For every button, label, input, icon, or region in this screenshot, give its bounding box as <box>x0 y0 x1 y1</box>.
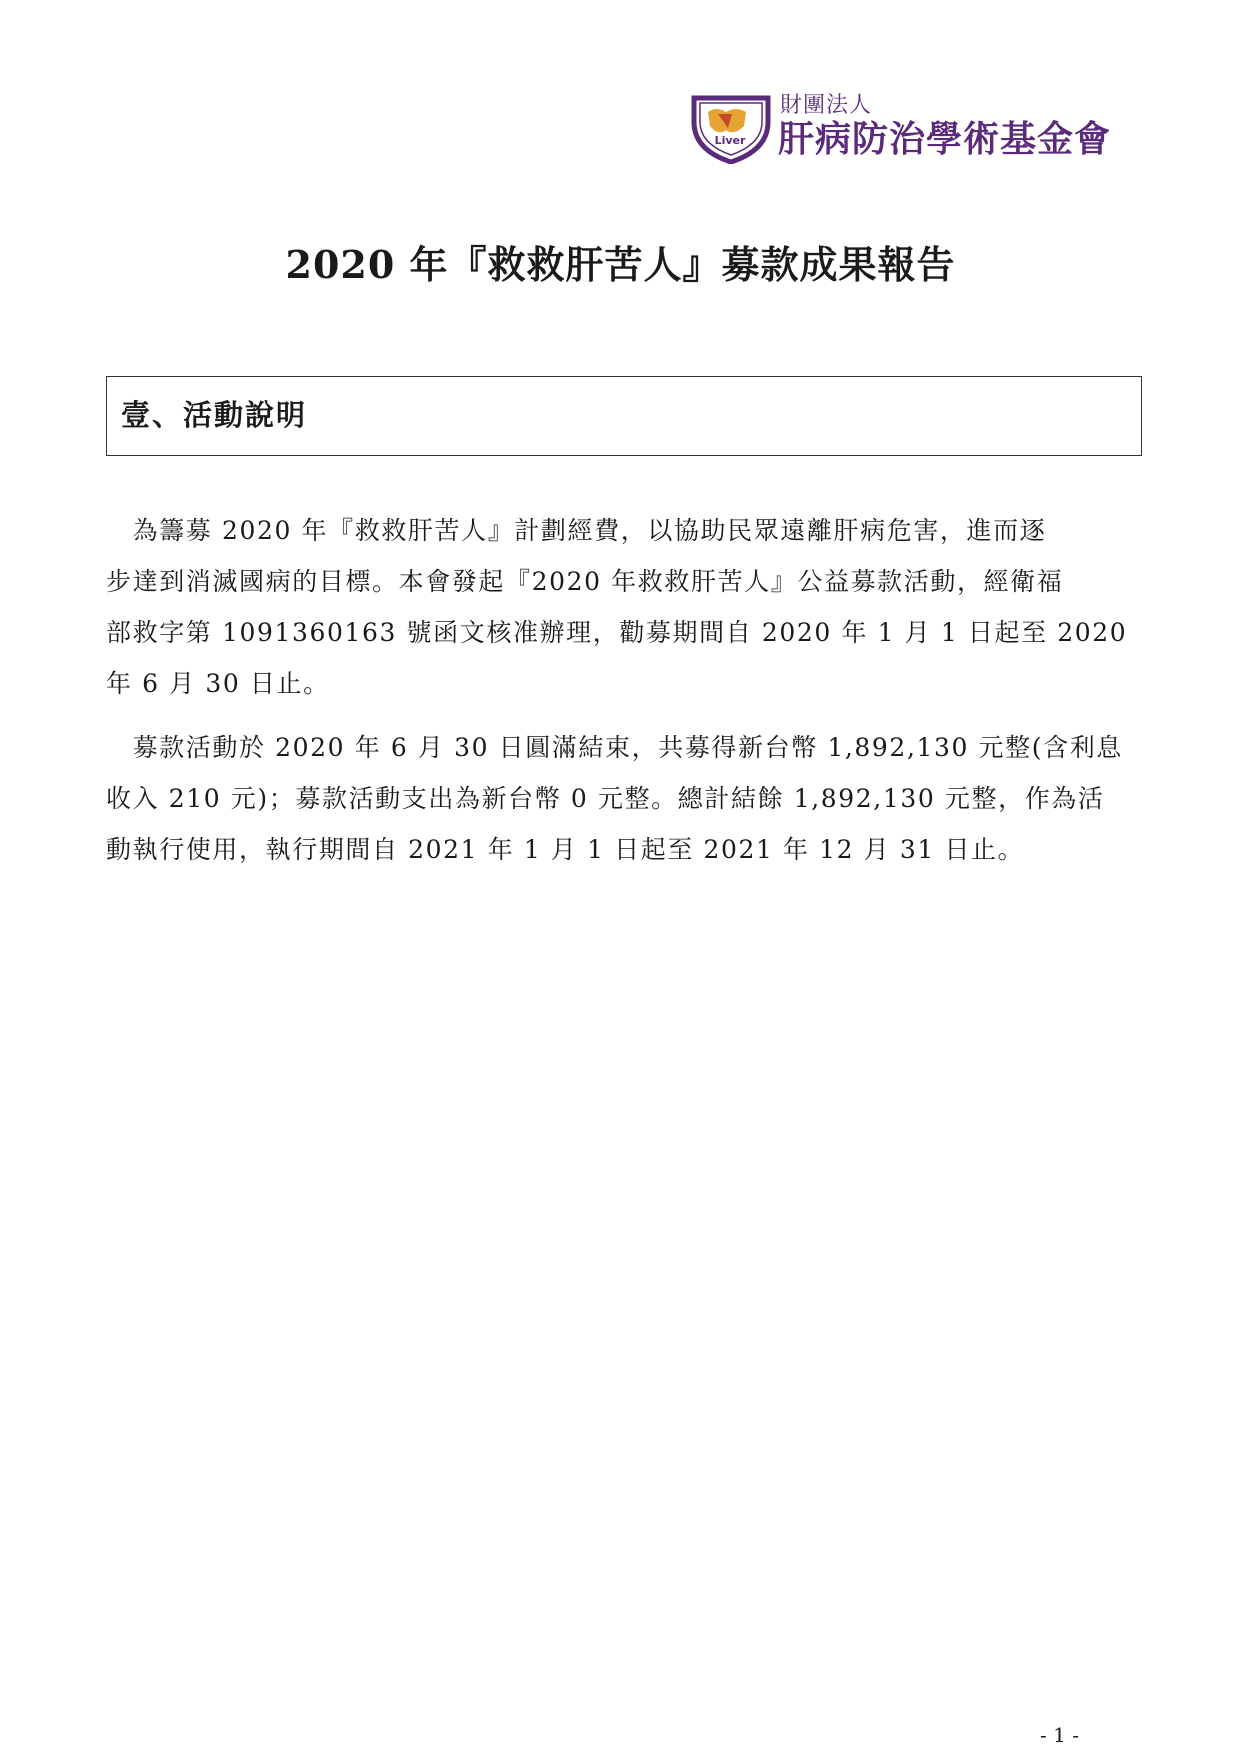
paragraph-fundraising-results <box>106 722 1142 875</box>
document-title: 2020 年『救救肝苦人』募款成果報告 <box>285 242 956 287</box>
paragraph-activity-description <box>106 505 1142 709</box>
paragraph-line: 為籌募 2020 年『救救肝苦人』計劃經費，以協助民眾遠離肝病危害，進而逐 <box>106 516 1047 545</box>
paragraph-line: 步達到消滅國病的目標。本會發起『2020 年救救肝苦人』公益募款活動，經衛福 <box>106 567 1064 596</box>
logo-organization-name: 肝病防治學術基金會 <box>778 119 1112 160</box>
section-heading-box <box>106 376 1142 456</box>
paragraph-line: 收入 210 元)；募款活動支出為新台幣 0 元整。總計結餘 1,892,130 元整，作為活 <box>106 784 1105 813</box>
foundation-emblem-icon <box>690 92 772 164</box>
section-heading: 壹、活動說明 <box>121 398 308 432</box>
paragraph-line: 動執行使用，執行期間自 2021 年 1 月 1 日起至 2021 年 12 月 31 日止。 <box>106 835 1025 864</box>
paragraph-line: 募款活動於 2020 年 6 月 30 日圓滿結束，共募得新台幣 1,892,130 元整(含利息 <box>106 733 1123 762</box>
foundation-logo <box>690 92 1130 164</box>
logo-subtitle: 財團法人 <box>780 93 873 118</box>
page-number: - 1 - <box>1040 1723 1079 1747</box>
svg-text:Liver: Liver <box>714 134 746 147</box>
paragraph-line: 年 6 月 30 日止。 <box>106 669 330 698</box>
paragraph-line: 部救字第 1091360163 號函文核准辦理，勸募期間自 2020 年 1 月 1 日起至 2020 <box>106 618 1128 647</box>
